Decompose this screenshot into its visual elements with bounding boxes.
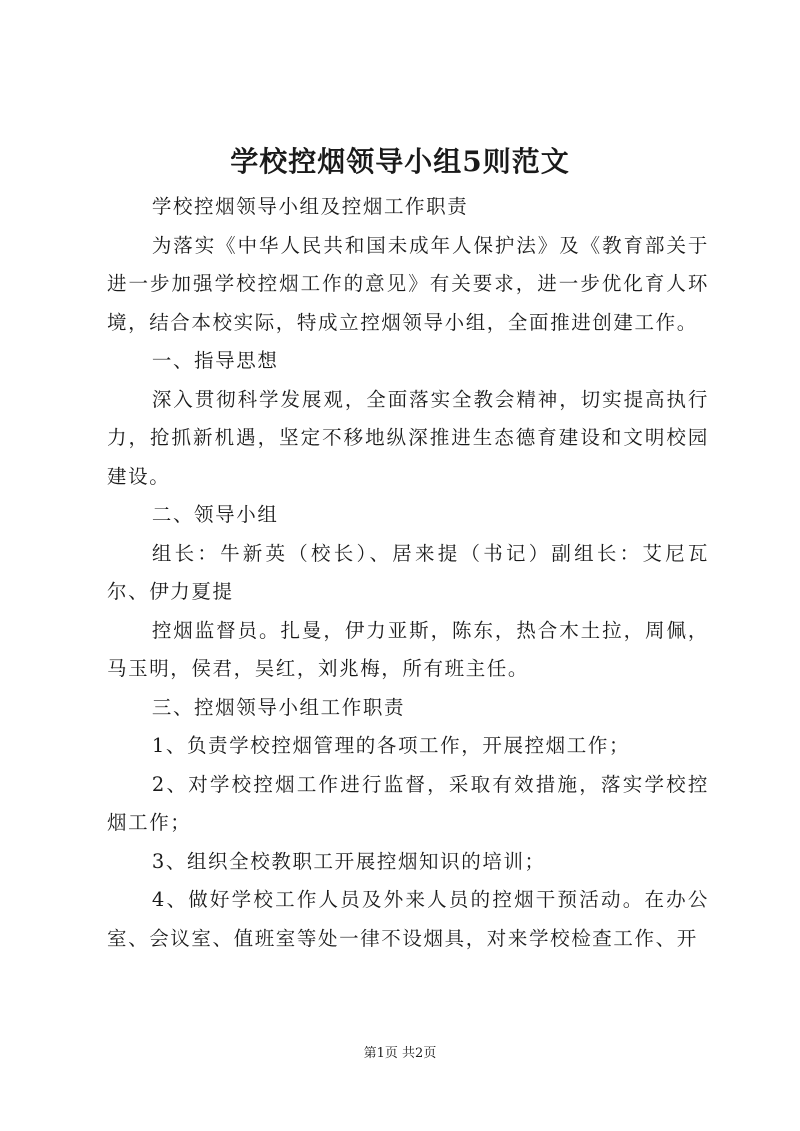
paragraph-supervisors: 控烟监督员。扎曼，伊力亚斯，陈东，热合木土拉，周佩，马玉明，侯君，吴红，刘兆梅，所有班主任。 xyxy=(107,618,709,680)
section-heading-guiding-thought: 一、指导思想 xyxy=(151,349,279,372)
paragraph-subtitle: 学校控烟领导小组及控烟工作职责 xyxy=(151,195,469,218)
duty-item-1: 1、负责学校控烟管理的各项工作，开展控烟工作； xyxy=(151,734,631,757)
page-number-footer: 第1页 共2页 xyxy=(363,1046,437,1061)
document-body xyxy=(107,188,709,958)
paragraph-intro: 为落实《中华人民共和国未成年人保护法》及《教育部关于进一步加强学校控烟工作的意见》有关要求，进一步优化育人环境，结合本校实际，特成立控烟领导小组，全面推进创建工作。 xyxy=(107,233,709,334)
paragraph-guiding-thought: 深入贯彻科学发展观，全面落实全教会精神，切实提高执行力，抢抓新机遇，坚定不移地纵深推进生态德育建设和文明校园建设。 xyxy=(107,387,709,488)
section-heading-leadership-group: 二、领导小组 xyxy=(151,503,279,526)
paragraph-group-leaders: 组长：牛新英（校长）、居来提（书记）副组长：艾尼瓦尔、伊力夏提 xyxy=(107,541,709,603)
duty-item-3: 3、组织全校教职工开展控烟知识的培训； xyxy=(151,849,546,873)
section-heading-duties: 三、控烟领导小组工作职责 xyxy=(151,695,406,719)
document-title: 学校控烟领导小组5则范文 xyxy=(230,145,570,178)
duty-item-4: 4、做好学校工作人员及外来人员的控烟干预活动。在办公室、会议室、值班室等处一律不设烟具，对来学校检查工作、开 xyxy=(107,888,709,950)
duty-item-2: 2、对学校控烟工作进行监督，采取有效措施，落实学校控烟工作； xyxy=(107,772,709,834)
